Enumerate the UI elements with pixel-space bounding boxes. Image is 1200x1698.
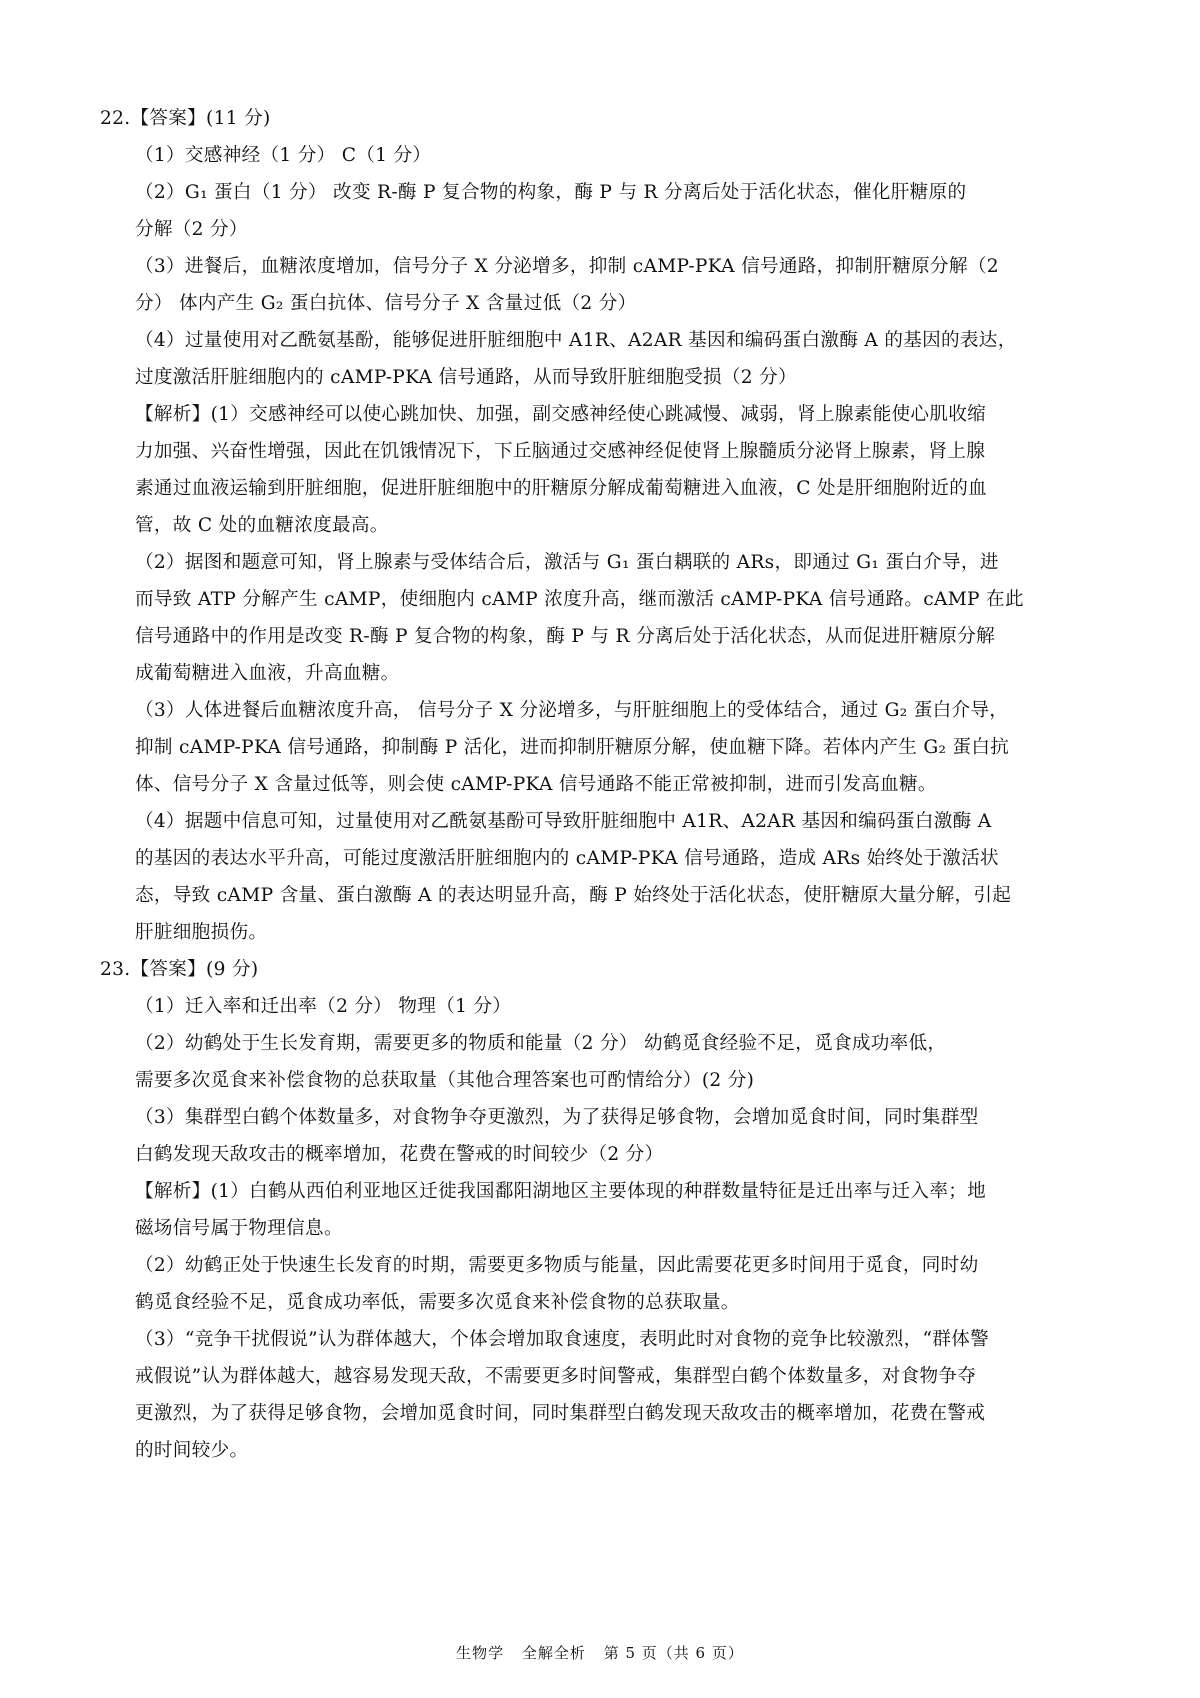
line: （3）“竞争干扰假说”认为群体越大，个体会增加取食速度，表明此时对食物的竞争比较激烈，“群体警	[135, 1329, 989, 1350]
line: 分） 体内产生 G₂ 蛋白抗体、信号分子 X 含量过低（2 分）	[135, 293, 637, 314]
footer-page-number: 第 5 页（共 6 页）	[603, 1644, 744, 1662]
line: （2）幼鹤正处于快速生长发育的时期，需要更多物质与能量，因此需要花更多时间用于觅食，同时幼	[135, 1255, 979, 1276]
line: 【解析】(1）交感神经可以使心跳加快、加强，副交感神经使心跳减慢、减弱，肾上腺素能使心肌收缩	[135, 404, 987, 425]
line: （3）进餐后，血糖浓度增加，信号分子 X 分泌增多，抑制 cAMP-PKA 信号通路，抑制肝糖原分解（2	[135, 256, 999, 277]
line: （4）据题中信息可知，过量使用对乙酰氨基酚可导致肝脏细胞中 A1R、A2AR 基因和编码蛋白激酶 A	[135, 811, 992, 832]
line: 信号通路中的作用是改变 R-酶 P 复合物的构象，酶 P 与 R 分离后处于活化状态，从而促进肝糖原分解	[135, 626, 996, 647]
line: 戒假说”认为群体越大，越容易发现天敌，不需要更多时间警戒，集群型白鹤个体数量多，对食物争夺	[135, 1366, 977, 1387]
line: 白鹤发现天敌攻击的概率增加，花费在警戒的时间较少（2 分）	[135, 1144, 664, 1165]
line: （2）G₁ 蛋白（1 分） 改变 R-酶 P 复合物的构象，酶 P 与 R 分离后处于活化状态，催化肝糖原的	[135, 182, 967, 203]
line: 过度激活肝脏细胞内的 cAMP-PKA 信号通路，从而导致肝脏细胞受损（2 分）	[135, 367, 797, 388]
line: 【解析】(1）白鹤从西伯利亚地区迁徙我国鄱阳湖地区主要体现的种群数量特征是迁出率与迁入率；地	[135, 1181, 987, 1202]
line: （4）过量使用对乙酰氨基酚，能够促进肝脏细胞中 A1R、A2AR 基因和编码蛋白激酶 A 的基因的表达，	[135, 330, 1017, 351]
line: 管，故 C 处的血糖浓度最高。	[135, 515, 389, 536]
page-footer	[0, 1643, 1200, 1663]
footer-type: 全解全析	[521, 1644, 586, 1662]
line: 的基因的表达水平升高，可能过度激活肝脏细胞内的 cAMP-PKA 信号通路，造成 ARs 始终处于激活状	[135, 848, 999, 869]
line: 磁场信号属于物理信息。	[135, 1218, 343, 1239]
line: 22.【答案】(11 分)	[100, 108, 271, 129]
line: 体、信号分子 X 含量过低等，则会使 cAMP-PKA 信号通路不能正常被抑制，进而引发高血糖。	[135, 774, 937, 795]
line: （1）交感神经（1 分） C（1 分）	[135, 145, 432, 166]
line: 23.【答案】(9 分)	[100, 959, 259, 980]
line: （2）据图和题意可知，肾上腺素与受体结合后，激活与 G₁ 蛋白耦联的 ARs，即通过 G₁ 蛋白介导，进	[135, 552, 999, 573]
line: 而导致 ATP 分解产生 cAMP，使细胞内 cAMP 浓度升高，继而激活 cAMP-PKA 信号通路。cAMP 在此	[135, 589, 1024, 610]
line: （1）迁入率和迁出率（2 分） 物理（1 分）	[135, 996, 512, 1017]
line: 需要多次觅食来补偿食物的总获取量（其他合理答案也可酌情给分）(2 分)	[135, 1070, 755, 1091]
line: 肝脏细胞损伤。	[135, 922, 268, 943]
line: （3）人体进餐后血糖浓度升高， 信号分子 X 分泌增多，与肝脏细胞上的受体结合，通过 G₂ 蛋白介导，	[135, 700, 1009, 721]
line: 态，导致 cAMP 含量、蛋白激酶 A 的表达明显升高，酶 P 始终处于活化状态，使肝糖原大量分解，引起	[135, 885, 1012, 906]
line: （2）幼鹤处于生长发育期，需要更多的物质和能量（2 分） 幼鹤觅食经验不足，觅食成功率低，	[135, 1033, 947, 1054]
line: 成葡萄糖进入血液，升高血糖。	[135, 663, 400, 684]
line: 更激烈，为了获得足够食物，会增加觅食时间，同时集群型白鹤发现天敌攻击的概率增加，花费在警戒	[135, 1403, 986, 1424]
line: （3）集群型白鹤个体数量多，对食物争夺更激烈，为了获得足够食物，会增加觅食时间，同时集群型	[135, 1107, 979, 1128]
line: 素通过血液运输到肝脏细胞，促进肝脏细胞中的肝糖原分解成葡萄糖进入血液，C 处是肝细胞附近的血	[135, 478, 988, 499]
line: 力加强、兴奋性增强，因此在饥饿情况下，下丘脑通过交感神经促使肾上腺髓质分泌肾上腺素，肾上腺	[135, 441, 986, 462]
line: 的时间较少。	[135, 1440, 249, 1461]
line: 抑制 cAMP-PKA 信号通路，抑制酶 P 活化，进而抑制肝糖原分解，使血糖下降。若体内产生 G₂ 蛋白抗	[135, 737, 1010, 758]
line: 分解（2 分）	[135, 219, 248, 240]
line: 鹤觅食经验不足，觅食成功率低，需要多次觅食来补偿食物的总获取量。	[135, 1292, 740, 1313]
footer-subject: 生物学	[456, 1644, 505, 1662]
